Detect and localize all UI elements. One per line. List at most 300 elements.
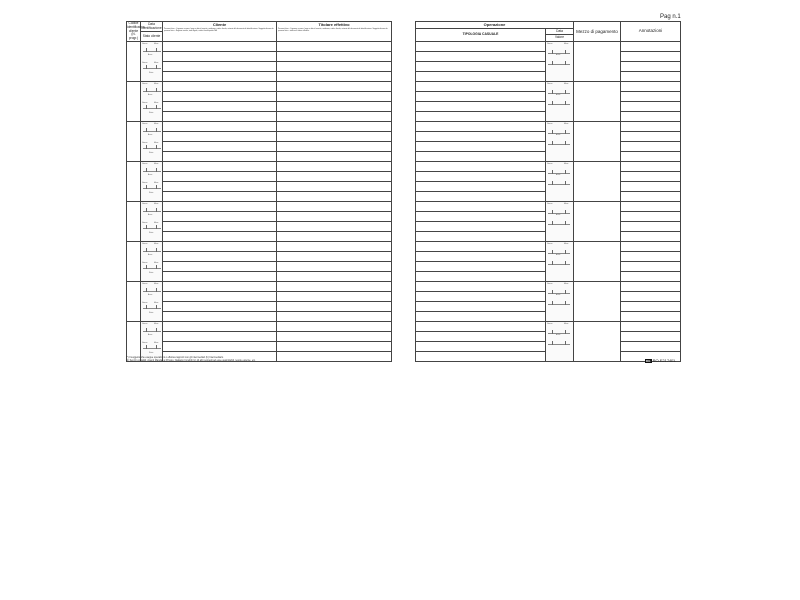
date-tick: [156, 88, 157, 92]
titolare-line[interactable]: [277, 52, 392, 62]
date-mese-label: Mese: [564, 283, 569, 285]
titolare-line[interactable]: [277, 222, 392, 232]
date-giorno-label: Giorno: [142, 342, 148, 344]
titolare-line[interactable]: [277, 322, 392, 332]
date-tick: [552, 250, 553, 254]
date-giorno-label: Giorno: [547, 43, 553, 45]
tipologia-line[interactable]: [416, 322, 546, 332]
tipologia-line[interactable]: [416, 172, 546, 182]
date-tick: [552, 341, 553, 345]
date-mese-label: Mese: [564, 43, 569, 45]
mezzo-cell[interactable]: [574, 82, 621, 122]
date-tick: [552, 141, 553, 145]
cliente-line[interactable]: [163, 302, 277, 312]
date-anno-label: Anno: [148, 134, 153, 136]
table-row: [127, 312, 392, 322]
annotazioni-line[interactable]: [621, 152, 681, 162]
cliente-line[interactable]: [163, 342, 277, 352]
tipologia-line[interactable]: [416, 202, 546, 212]
table-row: [416, 82, 681, 92]
date-mese-label: Mese: [154, 142, 159, 144]
titolare-title: Titolare effettivo: [318, 22, 350, 27]
page-number: Pag n.1: [660, 14, 681, 20]
client-register-table: [126, 21, 392, 362]
titolare-line[interactable]: [277, 312, 392, 322]
cliente-line[interactable]: [163, 182, 277, 192]
date-tick: [146, 305, 147, 309]
date-mese-label: Mese: [564, 203, 569, 205]
stato-cliente-header: Stato cliente: [141, 32, 163, 42]
annotazioni-header: Annotazioni: [621, 22, 681, 42]
annotazioni-line[interactable]: [621, 142, 681, 152]
date-tick: [565, 170, 566, 174]
tipologia-line[interactable]: [416, 82, 546, 92]
annotazioni-line[interactable]: [621, 282, 681, 292]
date-tick: [552, 221, 553, 225]
cliente-line[interactable]: [163, 332, 277, 342]
cliente-line[interactable]: [163, 112, 277, 122]
mezzo-cell[interactable]: [574, 162, 621, 202]
date-mese-label: Mese: [154, 262, 159, 264]
date-giorno-label: Giorno: [142, 62, 148, 64]
tipologia-line[interactable]: [416, 132, 546, 142]
titolare-line[interactable]: [277, 42, 392, 52]
titolare-line[interactable]: [277, 82, 392, 92]
tipologia-line[interactable]: [416, 162, 546, 172]
date-tick: [146, 265, 147, 269]
date-tick: [565, 301, 566, 305]
date-anno-label: Anno: [148, 214, 153, 216]
cliente-line[interactable]: [163, 202, 277, 212]
date-mese-label: Mese: [154, 222, 159, 224]
date-ident-cell[interactable]: [141, 122, 163, 162]
annotazioni-line[interactable]: [621, 252, 681, 262]
cliente-line[interactable]: [163, 92, 277, 102]
annotazioni-line[interactable]: [621, 312, 681, 322]
titolare-line[interactable]: [277, 262, 392, 272]
date-mese-label: Mese: [154, 43, 159, 45]
date-giorno-label: Giorno: [547, 283, 553, 285]
table-row: [127, 282, 392, 292]
table-row: [127, 82, 392, 92]
date-tick: [552, 290, 553, 294]
cliente-line[interactable]: [163, 262, 277, 272]
tipologia-line[interactable]: [416, 52, 546, 62]
date-tick: [565, 50, 566, 54]
date-op-cell[interactable]: [546, 82, 574, 122]
date-anno-label: Anno: [556, 334, 561, 336]
table-row: [127, 152, 392, 162]
tipologia-line[interactable]: [416, 252, 546, 262]
titolare-line[interactable]: [277, 162, 392, 172]
tipologia-line[interactable]: [416, 282, 546, 292]
cliente-title: Cliente: [212, 22, 227, 27]
annotazioni-line[interactable]: [621, 92, 681, 102]
codice-cell[interactable]: [127, 202, 141, 242]
date-op-cell[interactable]: [546, 322, 574, 362]
titolare-line[interactable]: [277, 192, 392, 202]
table-row: [416, 162, 681, 172]
date-tick: [146, 328, 147, 332]
mezzo-cell[interactable]: [574, 202, 621, 242]
titolare-line[interactable]: [277, 252, 392, 262]
date-tick: [156, 48, 157, 52]
tipologia-line[interactable]: [416, 72, 546, 82]
titolare-line[interactable]: [277, 122, 392, 132]
codice-cell[interactable]: [127, 42, 141, 82]
titolare-line[interactable]: [277, 142, 392, 152]
cliente-line[interactable]: [163, 82, 277, 92]
codice-cell[interactable]: [127, 122, 141, 162]
tipologia-line[interactable]: [416, 292, 546, 302]
date-stato-label: Stato: [149, 232, 154, 234]
date-tick: [565, 210, 566, 214]
titolare-line[interactable]: [277, 242, 392, 252]
date-op-cell[interactable]: [546, 282, 574, 322]
date-tick: [146, 88, 147, 92]
date-anno-label: Anno: [556, 134, 561, 136]
annotazioni-line[interactable]: [621, 302, 681, 312]
table-row: [416, 122, 681, 132]
date-tick: [565, 330, 566, 334]
tipologia-line[interactable]: [416, 222, 546, 232]
footnote-1: (*) Il soggetto che esegue operazioni o effettua rapporti con gli intermediari (b) Intermediario: [126, 356, 224, 359]
date-tick: [156, 305, 157, 309]
date-tick: [552, 170, 553, 174]
titolare-line[interactable]: [277, 182, 392, 192]
titolare-line[interactable]: [277, 232, 392, 242]
table-row: [127, 222, 392, 232]
date-giorno-label: Giorno: [142, 123, 148, 125]
annotazioni-line[interactable]: [621, 292, 681, 302]
date-mese-label: Mese: [154, 203, 159, 205]
cliente-header: [163, 22, 277, 42]
date-anno-label: Anno: [556, 54, 561, 56]
date-ident-cell[interactable]: [141, 242, 163, 282]
titolare-line[interactable]: [277, 292, 392, 302]
annotazioni-line[interactable]: [621, 272, 681, 282]
date-giorno-label: Giorno: [142, 163, 148, 165]
table-row: [127, 242, 392, 252]
annotazioni-line[interactable]: [621, 102, 681, 112]
titolare-line[interactable]: [277, 272, 392, 282]
cliente-line[interactable]: [163, 42, 277, 52]
date-tick: [552, 181, 553, 185]
date-giorno-label: Giorno: [547, 163, 553, 165]
table-row: [127, 342, 392, 352]
date-anno-label: Anno: [556, 294, 561, 296]
date-tick: [146, 288, 147, 292]
codice-cell[interactable]: [127, 242, 141, 282]
table-row: [127, 262, 392, 272]
cliente-line[interactable]: [163, 312, 277, 322]
cliente-line[interactable]: [163, 222, 277, 232]
tipologia-line[interactable]: [416, 332, 546, 342]
cliente-line[interactable]: [163, 152, 277, 162]
date-op-cell[interactable]: [546, 162, 574, 202]
annotazioni-line[interactable]: [621, 262, 681, 272]
annotazioni-line[interactable]: [621, 42, 681, 52]
table-row: [127, 192, 392, 202]
date-mese-label: Mese: [154, 243, 159, 245]
cliente-line[interactable]: [163, 62, 277, 72]
date-tick: [146, 145, 147, 149]
date-tick: [156, 225, 157, 229]
cliente-line[interactable]: [163, 212, 277, 222]
mezzo-pagamento-header: Mezzo di pagamento: [574, 22, 621, 42]
cliente-line[interactable]: [163, 272, 277, 282]
mezzo-cell[interactable]: [574, 242, 621, 282]
titolare-line[interactable]: [277, 172, 392, 182]
titolare-line[interactable]: [277, 132, 392, 142]
cliente-line[interactable]: [163, 322, 277, 332]
date-tick: [565, 61, 566, 65]
date-anno-label: Anno: [556, 94, 561, 96]
table-row: [416, 322, 681, 332]
table-row: [127, 112, 392, 122]
table-row: [127, 122, 392, 132]
annotazioni-line[interactable]: [621, 332, 681, 342]
titolare-line[interactable]: [277, 112, 392, 122]
date-tick: [156, 105, 157, 109]
mezzo-cell[interactable]: [574, 282, 621, 322]
titolare-line[interactable]: [277, 342, 392, 352]
date-giorno-label: Giorno: [547, 243, 553, 245]
annotazioni-line[interactable]: [621, 62, 681, 72]
annotazioni-line[interactable]: [621, 122, 681, 132]
tipologia-line[interactable]: [416, 272, 546, 282]
tipologia-line[interactable]: [416, 42, 546, 52]
date-stato-label: Stato: [149, 192, 154, 194]
table-row: [127, 132, 392, 142]
date-ident-cell[interactable]: [141, 42, 163, 82]
codice-cell[interactable]: [127, 162, 141, 202]
annotazioni-line[interactable]: [621, 192, 681, 202]
cliente-line[interactable]: [163, 132, 277, 142]
date-stato-label: Stato: [149, 352, 154, 354]
codice-cell[interactable]: [127, 82, 141, 122]
annotazioni-line[interactable]: [621, 172, 681, 182]
table-row: [416, 282, 681, 292]
date-ident-cell[interactable]: [141, 162, 163, 202]
mezzo-cell[interactable]: [574, 322, 621, 362]
date-tick: [565, 221, 566, 225]
date-tick: [156, 328, 157, 332]
cliente-line[interactable]: [163, 72, 277, 82]
cliente-line[interactable]: [163, 52, 277, 62]
date-op-cell[interactable]: [546, 122, 574, 162]
form-code: [645, 358, 676, 363]
cliente-line[interactable]: [163, 102, 277, 112]
tipologia-line[interactable]: [416, 92, 546, 102]
date-mese-label: Mese: [564, 123, 569, 125]
titolare-line[interactable]: [277, 102, 392, 112]
date-tick: [156, 65, 157, 69]
date-giorno-label: Giorno: [142, 323, 148, 325]
date-mese-label: Mese: [154, 182, 159, 184]
date-tick: [156, 185, 157, 189]
cliente-line[interactable]: [163, 292, 277, 302]
cliente-line[interactable]: [163, 162, 277, 172]
date-mese-label: Mese: [154, 123, 159, 125]
table-row: [127, 182, 392, 192]
table-row: [127, 252, 392, 262]
date-giorno-label: Giorno: [142, 182, 148, 184]
date-ident-cell[interactable]: [141, 82, 163, 122]
date-anno-label: Anno: [556, 174, 561, 176]
annotazioni-line[interactable]: [621, 212, 681, 222]
date-tick: [552, 330, 553, 334]
date-tick: [156, 208, 157, 212]
date-tick: [156, 145, 157, 149]
tipologia-line[interactable]: [416, 212, 546, 222]
titolare-line[interactable]: [277, 152, 392, 162]
tipologia-line[interactable]: [416, 312, 546, 322]
tipologia-line[interactable]: [416, 242, 546, 252]
annotazioni-line[interactable]: [621, 72, 681, 82]
titolare-line[interactable]: [277, 92, 392, 102]
date-mese-label: Mese: [564, 83, 569, 85]
tipologia-line[interactable]: [416, 262, 546, 272]
date-stato-label: Stato: [149, 312, 154, 314]
date-mese-label: Mese: [564, 163, 569, 165]
table-row: [127, 92, 392, 102]
date-ident-cell[interactable]: [141, 202, 163, 242]
date-tick: [146, 225, 147, 229]
annotazioni-line[interactable]: [621, 112, 681, 122]
cliente-line[interactable]: [163, 282, 277, 292]
date-giorno-label: Giorno: [547, 323, 553, 325]
date-mese-label: Mese: [564, 243, 569, 245]
date-anno-label: Anno: [148, 334, 153, 336]
table-row: [127, 102, 392, 112]
tipologia-line[interactable]: [416, 102, 546, 112]
titolare-line[interactable]: [277, 62, 392, 72]
annotazioni-line[interactable]: [621, 342, 681, 352]
table-row: [416, 202, 681, 212]
annotazioni-line[interactable]: [621, 82, 681, 92]
date-tick: [565, 90, 566, 94]
annotazioni-line[interactable]: [621, 52, 681, 62]
date-mese-label: Mese: [154, 323, 159, 325]
cliente-line[interactable]: [163, 172, 277, 182]
annotazioni-line[interactable]: [621, 182, 681, 192]
mezzo-cell[interactable]: [574, 42, 621, 82]
annotazioni-line[interactable]: [621, 242, 681, 252]
date-stato-label: Stato: [149, 112, 154, 114]
tipologia-line[interactable]: [416, 142, 546, 152]
tipologia-line[interactable]: [416, 352, 546, 362]
date-tick: [552, 90, 553, 94]
date-tick: [156, 128, 157, 132]
annotazioni-line[interactable]: [621, 322, 681, 332]
date-tick: [146, 105, 147, 109]
titolare-line[interactable]: [277, 332, 392, 342]
table-row: [127, 232, 392, 242]
annotazioni-line[interactable]: [621, 162, 681, 172]
date-tick: [565, 261, 566, 265]
date-giorno-label: Giorno: [142, 203, 148, 205]
tipologia-line[interactable]: [416, 182, 546, 192]
cliente-line[interactable]: [163, 122, 277, 132]
date-ident-cell[interactable]: [141, 282, 163, 322]
table-row: [127, 142, 392, 152]
cliente-line[interactable]: [163, 192, 277, 202]
date-tick: [156, 288, 157, 292]
date-tick: [146, 128, 147, 132]
table-row: [416, 42, 681, 52]
tipologia-line[interactable]: [416, 122, 546, 132]
cliente-line[interactable]: [163, 232, 277, 242]
date-tick: [146, 208, 147, 212]
date-giorno-label: Giorno: [142, 262, 148, 264]
date-op-cell[interactable]: [546, 42, 574, 82]
table-row: [127, 42, 392, 52]
date-anno-label: Anno: [148, 254, 153, 256]
date-mese-label: Mese: [154, 283, 159, 285]
table-row: [127, 72, 392, 82]
footnotes: [126, 356, 256, 362]
annotazioni-line[interactable]: [621, 232, 681, 242]
date-mese-label: Mese: [154, 62, 159, 64]
tipologia-line[interactable]: [416, 152, 546, 162]
cliente-description: Persona fisica - Cognome e nome, luogo e data di nascita, residenza, codice fiscale, estremi del documento di identificazione. Soggetto diverso da persona fisica - Ragione sociale, sede legale, codice fiscale/partita IVA.: [164, 28, 274, 33]
date-stato-label: Stato: [149, 152, 154, 154]
tipologia-line[interactable]: [416, 342, 546, 352]
data-header: Data: [546, 29, 574, 35]
titolare-line[interactable]: [277, 212, 392, 222]
titolare-description: Persona fisica - Cognome e nome, luogo e data di nascita, residenza, codice fiscale, estremi del documento di identificazione. Soggetto diverso da persona fisica - indicare il titolare effettivo.: [278, 28, 388, 33]
date-tick: [565, 181, 566, 185]
date-op-cell[interactable]: [546, 242, 574, 282]
mezzo-cell[interactable]: [574, 122, 621, 162]
date-anno-label: Anno: [556, 214, 561, 216]
date-op-cell[interactable]: [546, 202, 574, 242]
cliente-line[interactable]: [163, 252, 277, 262]
titolare-line[interactable]: [277, 72, 392, 82]
titolare-line[interactable]: [277, 302, 392, 312]
date-giorno-label: Giorno: [547, 203, 553, 205]
date-tick: [552, 61, 553, 65]
annotazioni-line[interactable]: [621, 202, 681, 212]
tipologia-line[interactable]: [416, 62, 546, 72]
titolare-line[interactable]: [277, 352, 392, 362]
date-tick: [552, 301, 553, 305]
titolare-line[interactable]: [277, 202, 392, 212]
date-tick: [552, 261, 553, 265]
cliente-line[interactable]: [163, 142, 277, 152]
tipologia-line[interactable]: [416, 232, 546, 242]
date-anno-label: Anno: [148, 294, 153, 296]
valore-header: Valore: [546, 35, 574, 42]
tipologia-line[interactable]: [416, 192, 546, 202]
date-giorno-label: Giorno: [142, 83, 148, 85]
cliente-line[interactable]: [163, 242, 277, 252]
tipologia-line[interactable]: [416, 112, 546, 122]
date-mese-label: Mese: [154, 102, 159, 104]
date-tick: [156, 248, 157, 252]
table-row: [127, 52, 392, 62]
titolare-header: [277, 22, 392, 42]
tipologia-line[interactable]: [416, 302, 546, 312]
codice-cell[interactable]: [127, 282, 141, 322]
date-giorno-label: Giorno: [142, 283, 148, 285]
annotazioni-line[interactable]: [621, 222, 681, 232]
date-giorno-label: Giorno: [142, 43, 148, 45]
table-row: [127, 162, 392, 172]
annotazioni-line[interactable]: [621, 132, 681, 142]
titolare-line[interactable]: [277, 282, 392, 292]
